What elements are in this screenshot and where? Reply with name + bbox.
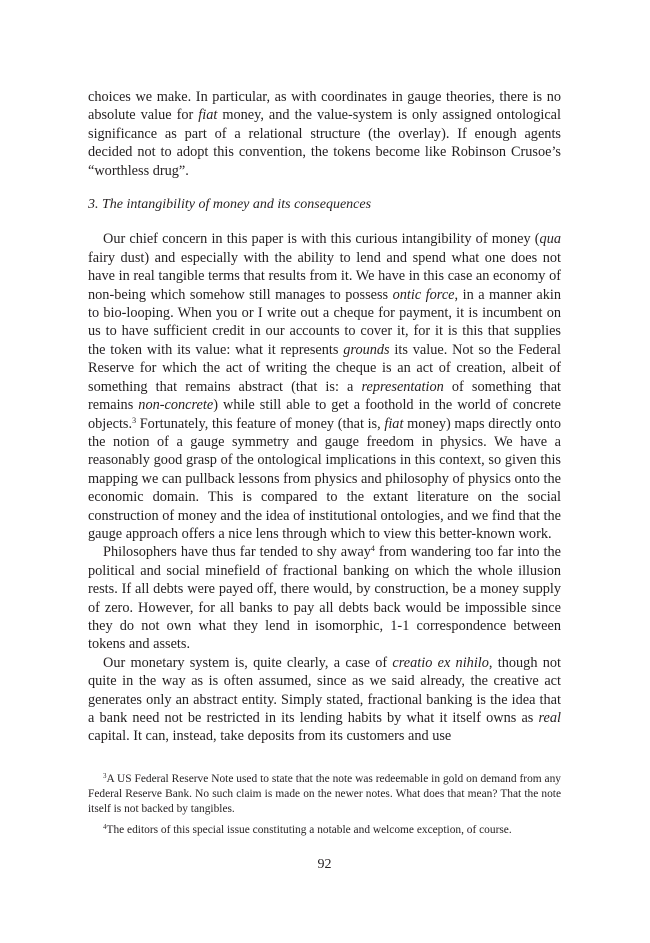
section-heading: 3. The intangibility of money and its consequences: [88, 197, 372, 213]
footnote-marker: 3: [103, 771, 107, 780]
text-run: money, and the value-system is only assigned ontological significance as part of a relational structure (the overlay). If enough agents decided not to adopt this convention, the tokens become like Robinson Crusoe’s “worthless drug”.: [88, 107, 561, 179]
text-run: money) maps directly onto the notion of a gauge symmetry and gauge freedom in physics. We have a reasonably good grasp of the ontological implications in this context, so given this mapping we can pullback lessons from physics and philosophy of physics onto the economic domain. This is compared to the extant literature on the social construction of money and the idea of institutional ontologies, and we find that the gauge approach offers a nice lens through which to view this better-known work.: [88, 415, 561, 542]
text-run: Our monetary system is, quite clearly, a case of: [103, 654, 393, 671]
emphasis: qua: [539, 231, 561, 248]
page-content: [88, 88, 561, 873]
text-run: choices we make. In particular, as with coordinates in gauge theories, there is no absolute value for: [88, 89, 561, 124]
body-paragraph-2: [88, 543, 561, 653]
emphasis: ontic force: [392, 286, 455, 303]
footnote-text: A US Federal Reserve Note used to state that the note was redeemable in gold on demand from any Federal Reserve Bank. No such claim is made on the newer notes. What does that mean? That the note itself is not backed by tangibles.: [88, 772, 561, 816]
footnotes: [88, 772, 561, 839]
emphasis: non-concrete: [138, 397, 214, 414]
footnote-4: [88, 823, 561, 838]
page-number: 92: [317, 856, 332, 872]
continuation-paragraph: [88, 88, 561, 180]
footnote-3: [88, 772, 561, 818]
text-run: , though not quite in the way as is often assumed, since as we said already, the creative act generates only an abstract entity. Simply stated, fractional banking is the idea that a bank need not be restricted in its lending habits by what it itself owns as: [88, 654, 561, 726]
footnote-marker: 4: [103, 823, 107, 832]
text-run: ) while still able to get a foothold in the world of concrete objects.: [88, 397, 561, 432]
emphasis: fiat: [384, 415, 404, 432]
emphasis: fiat: [198, 107, 218, 124]
text-run: Philosophers have thus far tended to shy away: [103, 544, 371, 561]
text-run: fairy dust) and especially with the ability to lend and spend what one does not have in real tangible terms that results from it. We have in this case an economy of non-being which somehow still manages to possess: [88, 249, 561, 303]
emphasis: creatio ex nihilo: [392, 654, 489, 671]
text-run: Fortunately, this feature of money (that is,: [136, 415, 385, 432]
emphasis: grounds: [343, 341, 390, 358]
text-run: capital. It can, instead, take deposits from its customers and use: [88, 728, 452, 745]
text-run: of something that remains: [88, 378, 562, 414]
body-paragraph-3: [88, 654, 561, 746]
text-run: from wandering too far into the political and social minefield of fractional banking on which the whole illusion rests. If all debts were payed off, there would, by construction, be a money supply of zero. However, for all banks to pay all debts back would be impossible since they do not own what they lend in isomorphic, 1-1 correspondence between tokens and assets.: [88, 544, 561, 653]
footnote-ref-3[interactable]: 3: [132, 415, 137, 425]
text-run: its value. Not so the Federal Reserve for which the act of writing the cheque is an act of creation, albeit of something that remains abstract (that is: a: [88, 341, 562, 395]
emphasis: real: [538, 710, 561, 726]
footnote-ref-4[interactable]: 4: [370, 544, 375, 554]
footnote-text: The editors of this special issue constituting a notable and welcome exception, of course.: [106, 824, 512, 837]
body-paragraph-1: [88, 230, 561, 543]
text-run: Our chief concern in this paper is with this curious intangibility of money (: [103, 231, 540, 248]
text-run: , in a manner akin to bio-looping. When you or I write out a cheque for payment, it is incumbent on us to have sufficient credit in our accounts to cover it, for it is this that supplies the token with its value: what it represents: [88, 286, 561, 358]
emphasis: representation: [361, 378, 444, 395]
